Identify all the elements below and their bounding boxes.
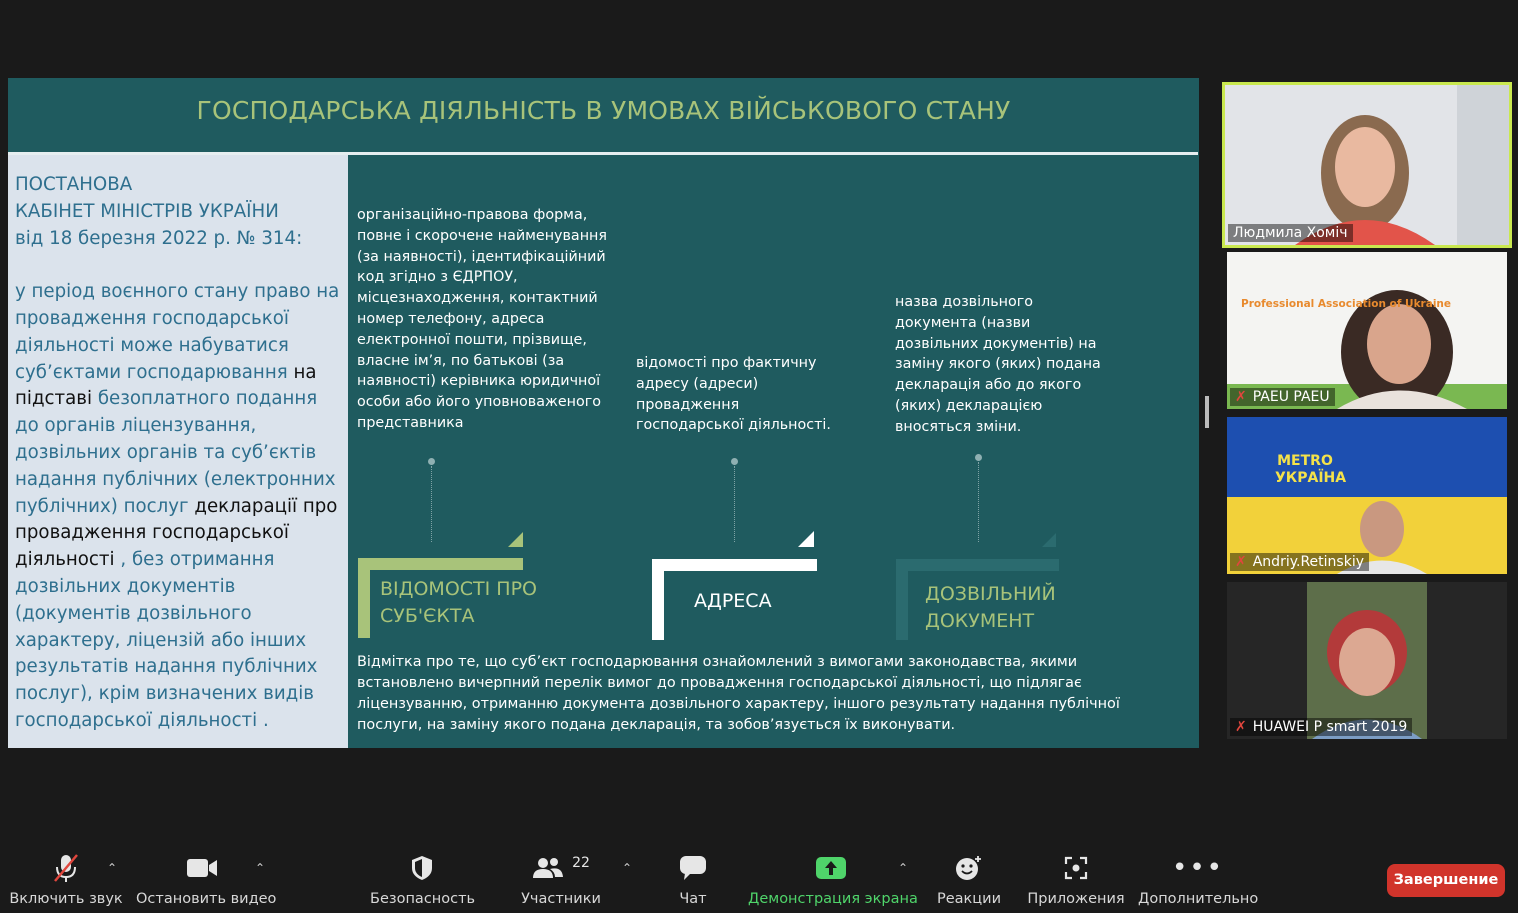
document-details-text: назва дозвільного документа (назви дозвільних документів) на заміну якого (яких) подана декларація або до якого (яких) декларацією вносяться зміни. <box>895 294 1101 435</box>
paeu-banner-text: Professional Association of Ukraine <box>1241 298 1452 310</box>
participants-options-chevron-icon[interactable]: ⌃ <box>622 861 633 875</box>
subject-details-text: організаційно-правова форма, повне і скорочене найменування (за наявності), ідентифікаційний код згідно з ЄДРПОУ, місцезнаходження, контактний номер телефону, адреса електронної пошти, прізвище, власне ім’я, по батькові (за наявності) керівника юридичної особи або його уповноваженого представника <box>357 207 607 431</box>
label-address <box>694 588 772 615</box>
participants-label: Участники <box>521 891 601 907</box>
apps-label: Приложения <box>1027 891 1125 907</box>
participant-name-text: HUAWEI P smart 2019 <box>1252 719 1408 735</box>
label-subject-line-2: СУБ'ЄКТА <box>380 604 475 627</box>
shared-slide <box>8 78 1199 748</box>
decree-part-a: у період воєнного стану право на провадження господарської діяльності може набуватися суб’єктами господарювання <box>15 281 340 383</box>
security-label: Безопасность <box>370 891 476 907</box>
video-tile-huawei[interactable] <box>1227 582 1507 739</box>
participant-video <box>1225 85 1509 245</box>
slide-title: ГОСПОДАРСЬКА ДІЯЛЬНІСТЬ В УМОВАХ ВІЙСЬКОВОГО СТАНУ <box>196 96 1011 125</box>
decree-part-c: безоплатного подання до органів ліцензування, дозвільних органів та суб’єктів надання публічних (електронних публічних) послуг <box>15 388 336 517</box>
label-document-line-2: ДОКУМЕНТ <box>925 609 1035 632</box>
more-button[interactable] <box>1138 845 1258 913</box>
share-screen-label: Демонстрация экрана <box>748 891 918 907</box>
video-tile-paeu[interactable] <box>1227 252 1507 409</box>
participant-video <box>1227 582 1507 739</box>
mute-label: Включить звук <box>9 891 123 907</box>
apps-icon <box>1026 845 1126 881</box>
chat-button[interactable] <box>664 845 722 913</box>
chat-bubble-icon <box>664 845 722 881</box>
participants-count: 22 <box>572 855 590 871</box>
acknowledgement-note: Відмітка про те, що суб’єкт господарювання ознайомлений з вимогами законодавства, якими встановлено вичерпний перелік вимог до провадження господарської діяльності, що підлягає ліцензуванню, отриманню документа дозвільного характеру, іншого результату надання публічної послуги, на заміну якого подана декларація, та зобов’язується їх виконувати. <box>357 654 1120 733</box>
label-address-line-1: АДРЕСА <box>694 590 772 612</box>
decree-line-2: КАБІНЕТ МІНІСТРІВ УКРАЇНИ <box>15 200 279 222</box>
more-dots-icon: ••• <box>1171 853 1224 883</box>
participant-name: Людмила Хоміч <box>1228 224 1353 242</box>
label-subject-line-1: ВІДОМОСТІ ПРО <box>380 578 538 600</box>
mute-button[interactable] <box>8 845 124 913</box>
label-document-line-1: ДОЗВІЛЬНИЙ <box>925 583 1056 605</box>
metro-banner-text: METRO УКРАЇНА <box>1275 453 1347 486</box>
more-label: Дополнительно <box>1138 891 1259 907</box>
shield-icon <box>370 845 474 881</box>
participant-name <box>1230 553 1369 571</box>
apps-button[interactable] <box>1026 845 1126 913</box>
video-label: Остановить видео <box>136 891 277 907</box>
mic-muted-icon: ✗ <box>1235 554 1247 570</box>
decree-part-e: , без отримання дозвільних документів (документів дозвільного характеру, ліцензій або інших результатів надання публічних послуг), крім визначених видів господарської діяльності . <box>15 549 318 731</box>
share-options-chevron-icon[interactable]: ⌃ <box>898 861 909 875</box>
label-document <box>925 581 1056 634</box>
participant-video <box>1227 417 1507 574</box>
bracket-address <box>652 531 817 640</box>
bracket-shapes <box>8 78 1199 748</box>
decree-part-d: декларації про провадження господарської діяльності <box>15 495 338 571</box>
label-subject <box>380 576 537 629</box>
reactions-label: Реакции <box>936 891 1002 907</box>
decree-line-1: ПОСТАНОВА <box>15 174 133 195</box>
participants-icon <box>518 845 604 881</box>
meeting-toolbar <box>0 845 1518 913</box>
mic-muted-icon: ✗ <box>1235 719 1247 735</box>
security-button[interactable] <box>370 845 474 913</box>
video-tile-speaker[interactable] <box>1222 82 1512 248</box>
emoji-plus-icon <box>934 845 1004 881</box>
participant-name <box>1230 388 1335 406</box>
chat-label: Чат <box>679 891 707 907</box>
share-screen-icon <box>748 845 914 881</box>
audio-options-chevron-icon[interactable]: ⌃ <box>107 861 118 875</box>
decree-line-3: від 18 березня 2022 р. № 314: <box>15 227 303 249</box>
video-tile-andriy[interactable] <box>1227 417 1507 574</box>
video-camera-icon <box>136 845 268 881</box>
participant-name-text: PAEU PAEU <box>1252 389 1330 405</box>
reactions-button[interactable] <box>934 845 1004 913</box>
address-details-text: відомості про фактичну адресу (адреси) провадження господарської діяльності. <box>636 355 831 434</box>
participants-button[interactable] <box>518 845 604 913</box>
panel-resize-handle[interactable] <box>1205 396 1209 428</box>
participant-name-text: Andriy.Retinskiy <box>1252 554 1364 570</box>
video-options-chevron-icon[interactable]: ⌃ <box>255 861 266 875</box>
end-meeting-button[interactable]: Завершение <box>1387 864 1505 897</box>
participant-video <box>1227 252 1507 409</box>
participant-name <box>1230 718 1412 736</box>
video-button[interactable] <box>136 845 277 913</box>
share-screen-button[interactable] <box>748 845 918 913</box>
mic-muted-icon: ✗ <box>1235 389 1247 405</box>
decree-part-b: на підставі <box>15 361 317 410</box>
